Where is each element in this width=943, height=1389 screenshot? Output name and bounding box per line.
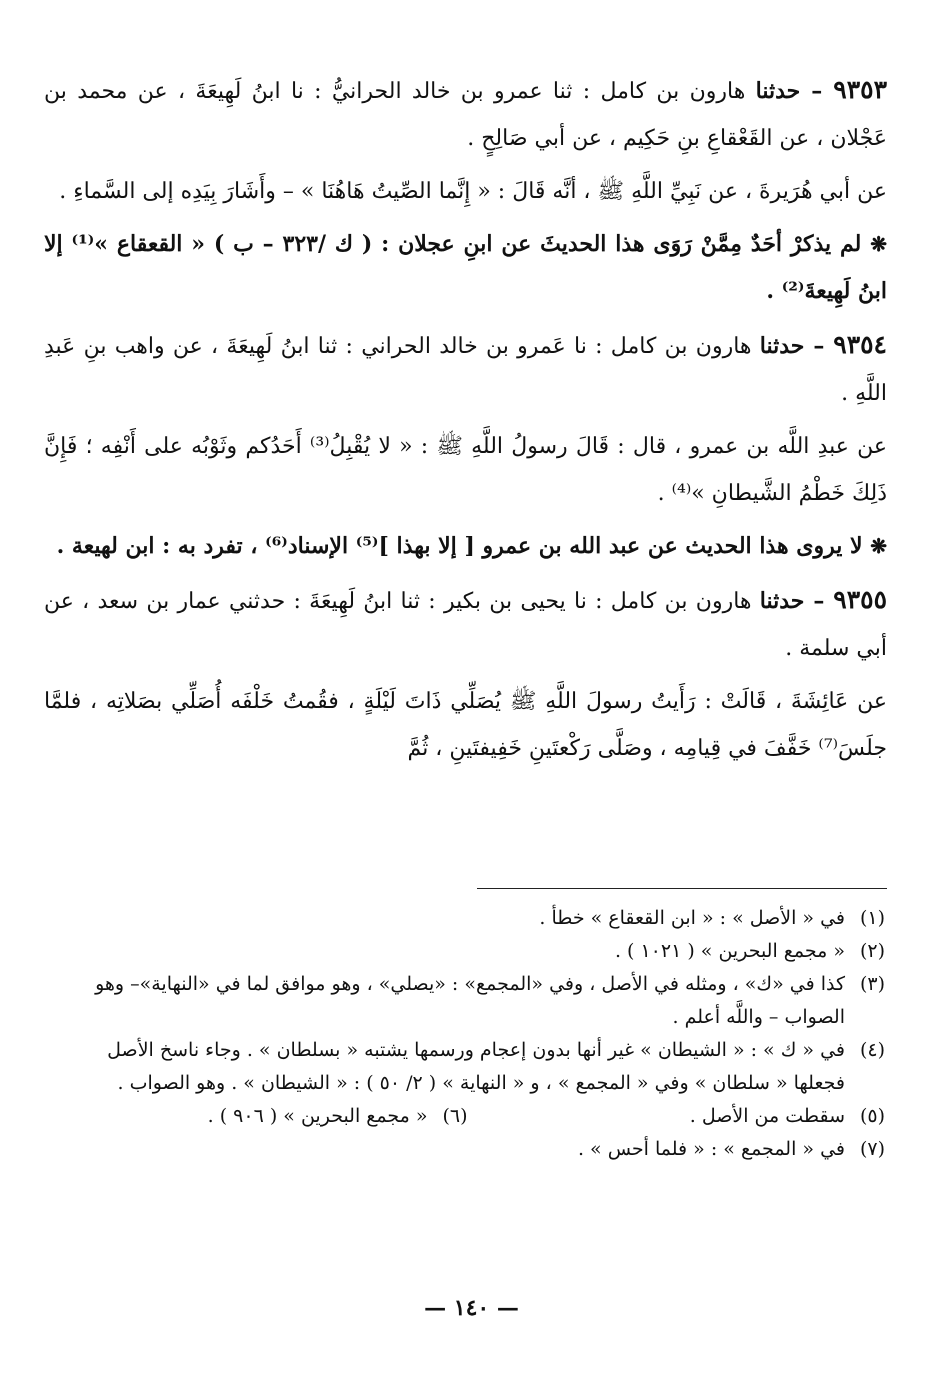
hadith-number: ٩٣٥٣ — [833, 75, 887, 104]
hadith-9353-note: ❋ لم يذكرْ أحَدٌ مِمَّنْ رَوَى هذا الحديثَ عن ابنِ عجلان : ( ك /٣٢٣ – ب ) « القعقاع »⁽¹⁾ إلا ابنُ لَهِيعةَ⁽²⁾ . — [44, 231, 887, 304]
main-text — [44, 66, 887, 778]
footnote-pair — [50, 1100, 885, 1133]
footnotes — [50, 902, 885, 1166]
star-icon: ❋ — [870, 232, 887, 256]
hadith-9355-chain: ٩٣٥٥ – حدثنا هارون بن كامل : نا يحيى بن بكير : ثنا ابنُ لَهِيعَةَ : حدثني عمار بن سعد ، عن أبي سلمة . — [44, 585, 887, 661]
page-number: — ١٤٠ — — [424, 1295, 519, 1321]
star-icon: ❋ — [870, 534, 887, 558]
hadith-9355-matn: عن عَائِشَةَ ، قَالَتْ : رَأَيتُ رسولَ اللَّهِ ﷺ يُصَلِّي ذَاتَ لَيْلَةٍ ، فقُمتُ خَلْفَه أُصَلِّي بصَلاتِه ، فلمَّا جلَسَ⁽⁷⁾ خَفَّفَ في قِيامِه ، وصَلَّى رَكْعتَينِ خَفِيفتَينِ ، ثُمَّ — [44, 689, 887, 761]
hadith-chain: هارون بن كامل : ثنا عمرو بن خالد الحرانيُّ : نا ابنُ لَهِيعَةَ ، عن محمد بن عَجْلان ، عن القَعْقاعِ بنِ حَكِيم ، عن أبي صَالِحٍ . — [44, 79, 887, 151]
hadith-verb: حدثنا — [759, 588, 805, 614]
footnote-item: (٧) في « المجمع » : « فلما أحس » . — [577, 1138, 885, 1160]
hadith-number: ٩٣٥٤ — [833, 330, 887, 359]
footnote-item: (١) في « الأصل » : « ابن القعقاع » خطأ . — [539, 907, 885, 929]
hadith-9354-chain: ٩٣٥٤ – حدثنا هارون بن كامل : نا عَمرو بن خالد الحراني : ثنا ابنُ لَهِيعَةَ ، عن واهب بنِ عَبدِ اللَّهِ . — [44, 330, 887, 406]
footnote-item: (٣) كذا في «ك» ، ومثله في الأصل ، وفي «المجمع» : «يصلي» ، وهو موافق لما في «النهاية»– وهو الصواب – واللَّه أعلم . — [95, 973, 885, 1028]
hadith-9354-note: ❋ لا يروى هذا الحديث عن عبد الله بن عمرو [ إلا بهذا ]⁽⁵⁾ الإسناد⁽⁶⁾ ، تفرد به : ابن لهيعة . — [56, 533, 887, 559]
footnote-item: (٦) « مجمع البحرين » ( ٩٠٦ ) . — [207, 1105, 468, 1127]
hadith-9354-matn: عن عبدِ اللَّه بن عمرو ، قال : قَالَ رسولُ اللَّهِ ﷺ : « لا يُقْبِلُ⁽³⁾ أَحَدُكم وثَوْبُه على أَنْفِه ؛ فَإِنَّ ذَلِكَ خَطْمُ الشَّيطانِ »⁽⁴⁾ . — [44, 434, 887, 506]
footnote-item: (٢) « مجمع البحرين » ( ١٠٢١ ) . — [614, 940, 885, 962]
hadith-9353-chain: ٩٣٥٣ – حدثنا هارون بن كامل : ثنا عمرو بن خالد الحرانيُّ : نا ابنُ لَهِيعَةَ ، عن محمد بن عَجْلان ، عن القَعْقاعِ بنِ حَكِيم ، عن أبي صَالِحٍ . — [44, 75, 887, 151]
hadith-chain: هارون بن كامل : نا يحيى بن بكير : ثنا ابنُ لَهِيعَةَ : حدثني عمار بن سعد ، عن أبي سلمة . — [44, 589, 887, 661]
footnote-item: (٤) في « ك » : « الشيطان » غير أنها بدون إعجام ورسمها يشتبه « بسلطان » . وجاء ناسخ الأصل فجعلها « سلطان » وفي « المجمع » ، و « النهاية » ( ٢/ ٥٠ ) : « الشيطان » . وهو الصواب . — [107, 1039, 885, 1094]
hadith-number: ٩٣٥٥ — [833, 585, 887, 614]
hadith-verb: حدثنا — [755, 78, 801, 104]
footnote-item: (٥) سقطت من الأصل . — [689, 1105, 885, 1127]
hadith-9353-matn: عن أبي هُرَيرةَ ، عن نَبِيِّ اللَّهِ ﷺ ، أنَّه قَالَ : « إِنَّما الصِّيتُ هَاهُنَا » – وأَشَارَ بِيَدِه إلى السَّماءِ . — [59, 179, 887, 204]
footnote-divider — [477, 888, 887, 889]
hadith-verb: حدثنا — [759, 333, 805, 359]
hadith-chain: هارون بن كامل : نا عَمرو بن خالد الحراني : ثنا ابنُ لَهِيعَةَ ، عن واهب بنِ عَبدِ اللَّهِ . — [44, 334, 887, 406]
